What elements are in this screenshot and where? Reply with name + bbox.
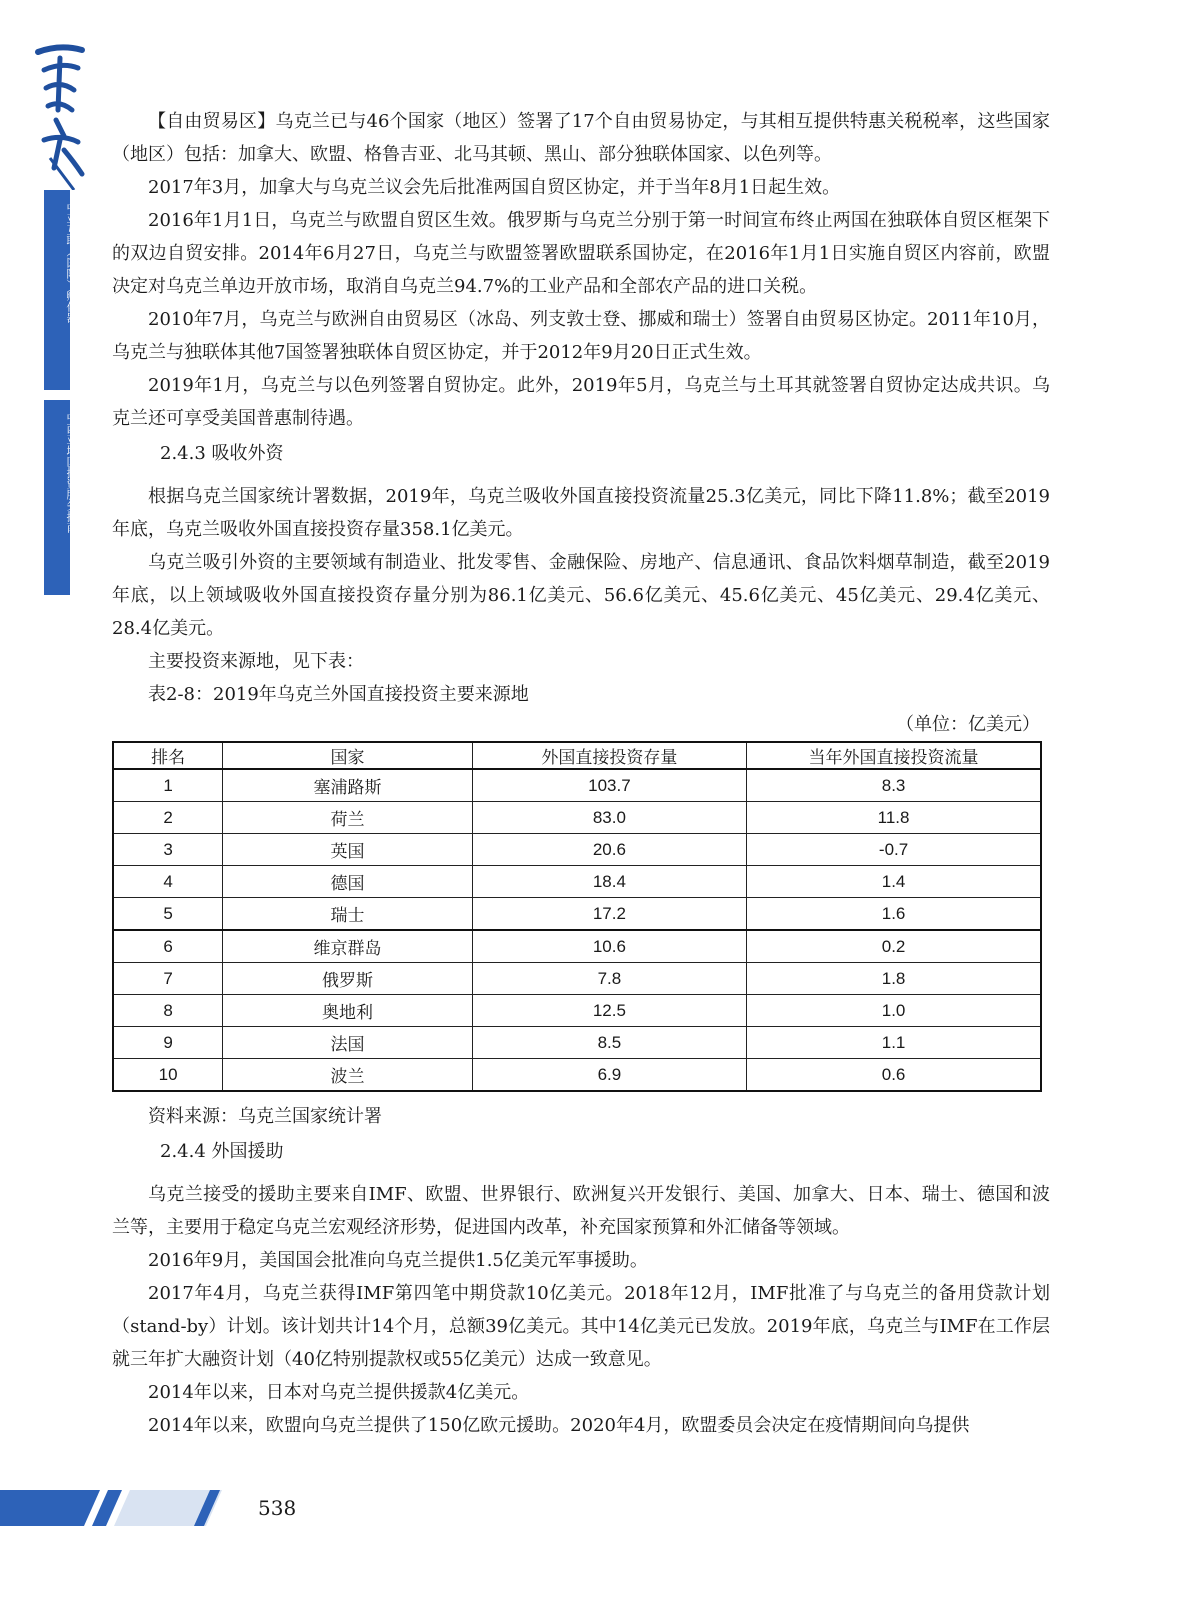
stock-cell: 6.9 (472, 1059, 746, 1092)
side-band (44, 190, 78, 600)
country-cell: 瑞士 (223, 898, 472, 931)
rank-cell: 7 (113, 963, 223, 995)
section-heading-2-4-4: 2.4.4 外国援助 (160, 1141, 284, 1162)
rank-cell: 4 (113, 866, 223, 898)
table-unit: （单位：亿美元） (896, 714, 1040, 735)
table-header-cell: 排名 (113, 742, 223, 769)
stock-cell: 7.8 (472, 963, 746, 995)
paragraph: 乌克兰接受的援助主要来自IMF、欧盟、世界银行、欧洲复兴开发银行、美国、加拿大、日本、瑞士、德国和波兰等，主要用于稳定乌克兰宏观经济形势，促进国内改革，补充国家预算和外汇储备等领域。 (112, 1184, 1050, 1238)
country-cell: 塞浦路斯 (223, 769, 472, 802)
table-row (113, 930, 1041, 963)
paragraph: 2010年7月，乌克兰与欧洲自由贸易区（冰岛、列支敦士登、挪威和瑞士）签署自由贸易区协定。2011年10月，乌克兰与独联体其他7国签署独联体自贸区协定，并于2012年9月20日正式生效。 (112, 309, 1050, 363)
paragraph: 乌克兰吸引外资的主要领域有制造业、批发零售、金融保险、房地产、信息通讯、食品饮料烟草制造，截至2019年底，以上领域吸收外国直接投资存量分别为86.1亿美元、56.6亿美元、45.6亿美元、45亿美元、29.4亿美元、28.4亿美元。 (112, 552, 1050, 639)
flow-cell: -0.7 (747, 834, 1041, 866)
table-caption: 表2-8：2019年乌克兰外国直接投资主要来源地 (148, 684, 529, 705)
rank-cell: 9 (113, 1027, 223, 1059)
rank-cell: 8 (113, 995, 223, 1027)
page-content (112, 105, 1050, 1442)
country-cell: 德国 (223, 866, 472, 898)
table-row (113, 866, 1041, 898)
stock-cell: 83.0 (472, 802, 746, 834)
country-cell: 俄罗斯 (223, 963, 472, 995)
table-row (113, 1027, 1041, 1059)
rank-cell: 1 (113, 769, 223, 802)
stock-cell: 12.5 (472, 995, 746, 1027)
country-cell: 波兰 (223, 1059, 472, 1092)
paragraph: 2016年9月，美国国会批准向乌克兰提供1.5亿美元军事援助。 (148, 1250, 648, 1271)
paragraph: 2014年以来，日本对乌克兰提供援款4亿美元。 (148, 1382, 530, 1403)
table-source: 资料来源：乌克兰国家统计署 (148, 1106, 382, 1127)
stock-cell: 103.7 (472, 769, 746, 802)
table-row (113, 995, 1041, 1027)
side-band-title-top: 中亚互联（国际）孵化器 (65, 202, 78, 323)
paragraph: 主要投资来源地，见下表： (148, 651, 364, 672)
belt-road-logo-icon (34, 40, 86, 190)
rank-cell: 6 (113, 930, 223, 963)
table-header-cell: 国家 (223, 742, 472, 769)
table-row (113, 1059, 1041, 1092)
flow-cell: 8.3 (747, 769, 1041, 802)
rank-cell: 2 (113, 802, 223, 834)
stock-cell: 17.2 (472, 898, 746, 931)
country-cell: 英国 (223, 834, 472, 866)
paragraph: 2017年3月，加拿大与乌克兰议会先后批准两国自贸区协定，并于当年8月1日起生效。 (148, 177, 841, 198)
stock-cell: 8.5 (472, 1027, 746, 1059)
paragraph: 2016年1月1日，乌克兰与欧盟自贸区生效。俄罗斯与乌克兰分别于第一时间宣布终止两国在独联体自贸区框架下的双边自贸安排。2014年6月27日，乌克兰与欧盟签署欧盟联系国协定，在2016年1月1日实施自贸区内容前，欧盟决定对乌克兰单边开放市场，取消自乌克兰94.7%的工业产品和全部农产品的进口关税。 (112, 210, 1050, 297)
stock-cell: 20.6 (472, 834, 746, 866)
flow-cell: 0.2 (747, 930, 1041, 963)
paragraph: 【自由贸易区】乌克兰已与46个国家（地区）签署了17个自由贸易协定，与其相互提供特惠关税税率，这些国家（地区）包括：加拿大、欧盟、格鲁吉亚、北马其顿、黑山、部分独联体国家、以色列等。 (112, 111, 1050, 165)
flow-cell: 11.8 (747, 802, 1041, 834)
table-header-cell: 当年外国直接投资流量 (747, 742, 1041, 769)
investment-table (112, 741, 1042, 1092)
country-cell: 维京群岛 (223, 930, 472, 963)
flow-cell: 1.0 (747, 995, 1041, 1027)
footer-stripes-decoration (0, 1486, 230, 1530)
stock-cell: 18.4 (472, 866, 746, 898)
flow-cell: 1.4 (747, 866, 1041, 898)
country-cell: 奥地利 (223, 995, 472, 1027)
table-row (113, 769, 1041, 802)
stock-cell: 10.6 (472, 930, 746, 963)
table-row (113, 802, 1041, 834)
table-row (113, 963, 1041, 995)
page-number: 538 (258, 1496, 297, 1520)
paragraph: 2019年1月，乌克兰与以色列签署自贸协定。此外，2019年5月，乌克兰与土耳其就签署自贸协定达成共识。乌克兰还可享受美国普惠制待遇。 (112, 375, 1050, 429)
country-cell: 荷兰 (223, 802, 472, 834)
flow-cell: 1.6 (747, 898, 1041, 931)
flow-cell: 1.8 (747, 963, 1041, 995)
rank-cell: 3 (113, 834, 223, 866)
table-row (113, 834, 1041, 866)
paragraph: 根据乌克兰国家统计署数据，2019年，乌克兰吸收外国直接投资流量25.3亿美元，同比下降11.8%；截至2019年底，乌克兰吸收外国直接投资存量358.1亿美元。 (112, 486, 1050, 540)
table-header-row (113, 742, 1041, 769)
rank-cell: 10 (113, 1059, 223, 1092)
flow-cell: 0.6 (747, 1059, 1041, 1092)
section-heading-2-4-3: 2.4.3 吸收外资 (160, 443, 284, 464)
paragraph: 2017年4月，乌克兰获得IMF第四笔中期贷款10亿美元。2018年12月，IMF批准了与乌克兰的备用贷款计划（stand-by）计划。该计划共计14个月，总额39亿美元。其中14亿美元已发放。2019年底，乌克兰与IMF在工作层就三年扩大融资计划（40亿特别提款权或55亿美元）达成一致意见。 (112, 1283, 1050, 1370)
country-cell: 法国 (223, 1027, 472, 1059)
table-row (113, 898, 1041, 931)
table-header-cell: 外国直接投资存量 (472, 742, 746, 769)
paragraph: 2014年以来，欧盟向乌克兰提供了150亿欧元援助。2020年4月，欧盟委员会决定在疫情期间向乌提供 (148, 1415, 970, 1436)
flow-cell: 1.1 (747, 1027, 1041, 1059)
rank-cell: 5 (113, 898, 223, 931)
side-band-title-bottom: 中西亚地区投资服务指南 (65, 412, 78, 533)
